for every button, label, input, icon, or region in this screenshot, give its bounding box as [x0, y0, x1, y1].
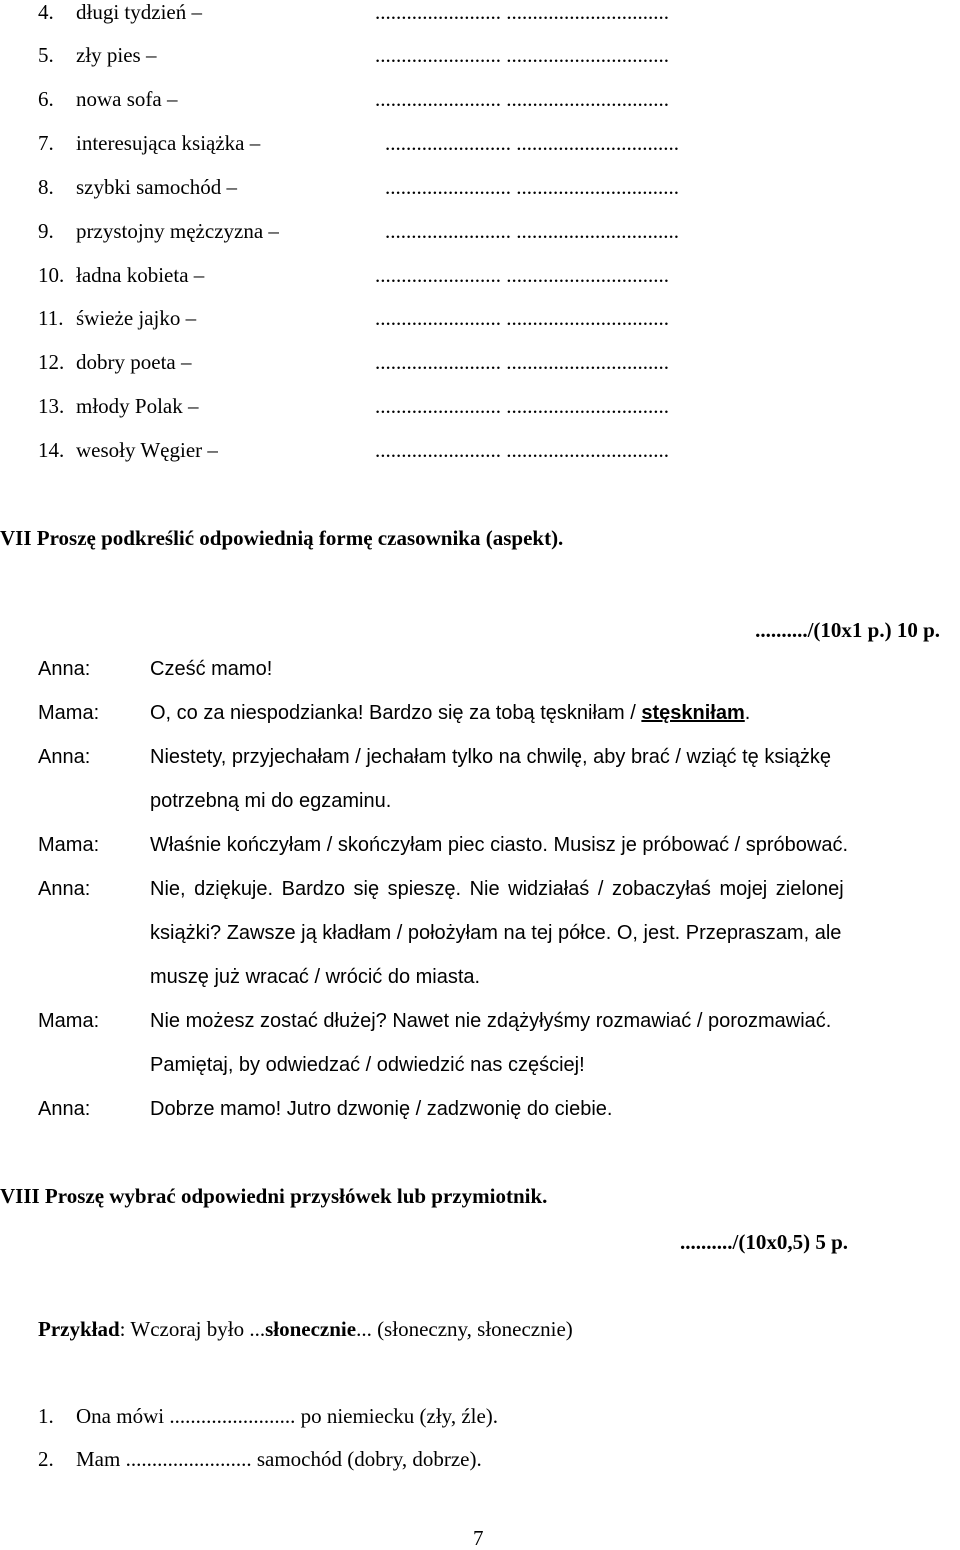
list-item-number: 10.: [38, 263, 65, 287]
dialogue-line: potrzebną mi do egzaminu.: [150, 790, 392, 812]
example-label: Przykład: [38, 1317, 120, 1341]
list-item-phrase: zły pies –: [76, 43, 157, 67]
dialogue-line: Dobrze mamo! Jutro dzwonię / zadzwonię do ciebie.: [150, 1098, 613, 1120]
list-item-phrase: młody Polak –: [76, 394, 199, 418]
list-item-phrase: przystojny mężczyzna –: [76, 219, 279, 243]
list-item-number: 8.: [38, 175, 54, 199]
exercise-item: Ona mówi ........................ po niemiecku (zły, źle).: [76, 1404, 499, 1428]
answer-blank: ........................ ...............................: [385, 131, 679, 155]
list-item-number: 2.: [38, 1447, 54, 1471]
exercise-item: Mam ........................ samochód (dobry, dobrze).: [76, 1447, 482, 1471]
score-line: ........../(10x1 p.) 10 p.: [755, 618, 940, 642]
dialogue-line: książki? Zawsze ją kładłam / położyłam na tej półce. O, jest. Przepraszam, ale: [150, 922, 842, 944]
list-item-number: 4.: [38, 0, 54, 24]
list-item-phrase: świeże jajko –: [76, 306, 197, 330]
speaker-label: Mama:: [38, 702, 100, 724]
section-heading: VIII Proszę wybrać odpowiedni przysłówek lub przymiotnik.: [0, 1184, 548, 1208]
list-item-phrase: szybki samochód –: [76, 175, 237, 199]
speaker-label: Anna:: [38, 658, 91, 680]
speaker-label: Anna:: [38, 746, 91, 768]
answer-blank: ........................ ...............................: [385, 219, 679, 243]
list-item-number: 11.: [38, 306, 64, 330]
list-item-number: 9.: [38, 219, 54, 243]
speaker-label: Mama:: [38, 834, 100, 856]
list-item-number: 12.: [38, 350, 65, 374]
dialogue-line: Pamiętaj, by odwiedzać / odwiedzić nas częściej!: [150, 1054, 585, 1076]
answer-blank: ........................ ...............................: [375, 438, 669, 462]
answer-blank: ........................ ...............................: [375, 394, 669, 418]
list-item-phrase: dobry poeta –: [76, 350, 192, 374]
score-line: ........../(10x0,5) 5 p.: [680, 1230, 848, 1254]
list-item-number: 6.: [38, 87, 54, 111]
example-answer: słonecznie: [265, 1317, 357, 1341]
dialogue-line: Właśnie kończyłam / skończyłam piec ciasto. Musisz je próbować / spróbować.: [150, 834, 849, 856]
section-heading: VII Proszę podkreślić odpowiednią formę czasownika (aspekt).: [0, 526, 564, 550]
answer-blank: ........................ ...............................: [385, 175, 679, 199]
page-number: 7: [473, 1526, 484, 1550]
answer-blank: ........................ ...............................: [375, 263, 669, 287]
list-item-phrase: długi tydzień –: [76, 0, 202, 24]
list-item-number: 7.: [38, 131, 54, 155]
list-item-number: 5.: [38, 43, 54, 67]
list-item-phrase: nowa sofa –: [76, 87, 178, 111]
list-item-phrase: wesoły Węgier –: [76, 438, 218, 462]
list-item-phrase: interesująca książka –: [76, 131, 261, 155]
dialogue-line: Nie możesz zostać dłużej? Nawet nie zdążyłyśmy rozmawiać / porozmawiać.: [150, 1010, 832, 1032]
dialogue-line: Nie, dziękuje. Bardzo się spieszę. Nie widziałaś / zobaczyłaś mojej zielonej: [150, 878, 844, 900]
dialogue-line: Cześć mamo!: [150, 658, 273, 680]
example-line: Przykład: Wczoraj było ...słonecznie... (słoneczny, słonecznie): [38, 1317, 573, 1341]
list-item-number: 1.: [38, 1404, 54, 1428]
underlined-answer: stęskniłam: [641, 702, 745, 724]
list-item-phrase: ładna kobieta –: [76, 263, 205, 287]
answer-blank: ........................ ...............................: [375, 43, 669, 67]
dialogue-line: O, co za niespodzianka! Bardzo się za tobą tęskniłam / stęskniłam.: [150, 702, 751, 724]
answer-blank: ........................ ...............................: [375, 306, 669, 330]
speaker-label: Mama:: [38, 1010, 100, 1032]
speaker-label: Anna:: [38, 878, 91, 900]
answer-blank: ........................ ...............................: [375, 87, 669, 111]
speaker-label: Anna:: [38, 1098, 91, 1120]
answer-blank: ........................ ...............................: [375, 350, 669, 374]
dialogue-line: muszę już wracać / wrócić do miasta.: [150, 966, 481, 988]
dialogue-line: Niestety, przyjechałam / jechałam tylko na chwilę, aby brać / wziąć tę książkę: [150, 746, 832, 768]
list-item-number: 14.: [38, 438, 65, 462]
answer-blank: ........................ ...............................: [375, 0, 669, 24]
list-item-number: 13.: [38, 394, 65, 418]
